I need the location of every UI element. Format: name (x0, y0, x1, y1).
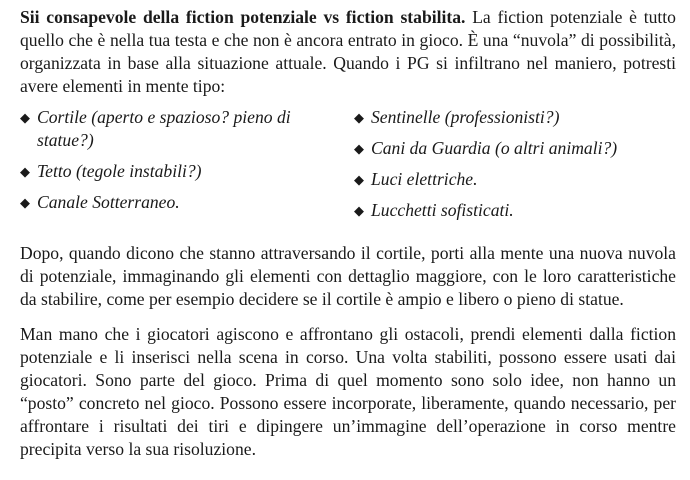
body-paragraph: Man mano che i giocatori agiscono e affrontano gli ostacoli, prendi elementi dalla fiction potenziale e li inserisci nella scena in corso. Una volta stabiliti, possono essere usati dai giocatori. Sono parte del gioco. Prima di quel momento sono solo idee, non hanno un “posto” concreto nel gioco. Possono essere incorporate, liberamente, quando necessario, per affrontare i risultati dei tiri e dipingere un’immagine dell’operazione in corso mentre precipita verso la sua risoluzione. (20, 324, 676, 459)
bullet-text: Sentinelle (professionisti?) (371, 107, 560, 127)
bullet-text: Tetto (tegole instabili?) (37, 161, 202, 181)
diamond-bullet-icon: ◆ (20, 110, 30, 125)
bullet-item (20, 160, 342, 183)
bullet-item (354, 137, 676, 160)
body-paragraph: Dopo, quando dicono che stanno attraversando il cortile, porti alla mente una nuova nuvola di potenziale, immaginando gli elementi con dettaglio maggiore, con le loro caratteristiche da stabilire, come per esempio decidere se il cortile è ampio e libero o pieno di statue. (20, 243, 676, 309)
intro-text: La fiction potenziale è tutto quello che è nella tua testa e che non è ancora entrato in gioco. È una “nuvola” di possibilità, organizzata in base alla situazione attuale. Quando i PG si infiltrano nel maniero, potresti avere elementi in mente tipo: (20, 7, 676, 96)
bullet-item (354, 106, 676, 129)
bullet-item (354, 199, 676, 222)
bullet-item (20, 106, 342, 152)
bullet-list (20, 106, 676, 230)
diamond-bullet-icon: ◆ (354, 203, 364, 218)
bullet-text: Luci elettriche. (371, 169, 478, 189)
intro-bold-lead: Sii consapevole della fiction potenziale vs fiction stabilita. (20, 7, 466, 27)
diamond-bullet-icon: ◆ (354, 172, 364, 187)
bullet-text: Cani da Guardia (o altri animali?) (371, 138, 618, 158)
intro-paragraph (20, 6, 676, 98)
diamond-bullet-icon: ◆ (354, 141, 364, 156)
bullet-text: Cortile (aperto e spazioso? pieno di statue?) (37, 107, 291, 150)
bullet-item (20, 191, 342, 214)
diamond-bullet-icon: ◆ (20, 164, 30, 179)
bullet-text: Lucchetti sofisticati. (371, 200, 514, 220)
diamond-bullet-icon: ◆ (20, 195, 30, 210)
bullet-text: Canale Sotterraneo. (37, 192, 180, 212)
bullet-column-left (20, 106, 342, 230)
bullet-column-right (354, 106, 676, 230)
diamond-bullet-icon: ◆ (354, 110, 364, 125)
document-page (20, 6, 676, 461)
bullet-item (354, 168, 676, 191)
